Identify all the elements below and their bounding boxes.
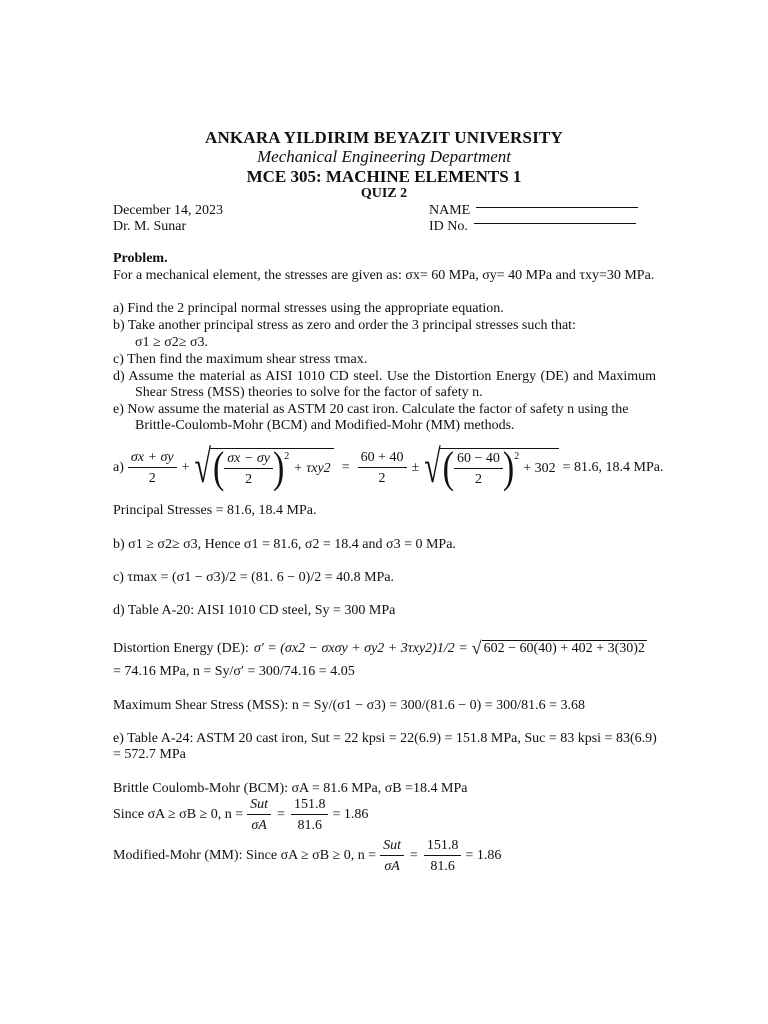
solution-e: e) Table A-24: ASTM 20 cast iron, Sut = 22 kpsi = 22(6.9) = 151.8 MPa, Suc = 83 kpsi = 83(6.9) = 572.7 MPa xyxy=(113,731,657,762)
id-line xyxy=(474,223,636,224)
mm-equation: Modified-Mohr (MM): Since σA ≥ σB ≥ 0, n = $\frac{\text{Sut}}{\sigma A}$ = $\frac{151.8}{81.6}$ = 1.86 xyxy=(113,838,502,874)
bcm-frac-num: 151.8 xyxy=(291,797,329,815)
de-formula: σ′ = (σx2 − σxσy + σy2 + 3τxy2)1/2 = xyxy=(253,640,468,656)
bcm-frac-symbolic xyxy=(247,797,271,833)
sqrt-numeric: √ ( $\frac{60 - 40}{2}$ ) 2 + 302 xyxy=(424,448,558,487)
solution-c: c) τmax = (σ1 − σ3)/2 = (81. 6 − 0)/2 = 40.8 MPa. xyxy=(113,570,395,585)
de-equation xyxy=(113,638,647,659)
bcm-frac-sut: Sut xyxy=(247,797,271,815)
bcm-statement: Brittle Coulomb-Mohr (BCM): σA = 81.6 MPa, σB =18.4 MPa xyxy=(113,781,468,796)
mm-frac-symbolic xyxy=(380,838,404,874)
id-label: ID No. xyxy=(429,219,468,234)
item-e: e) Now assume the material as ASTM 20 cast iron. Calculate the factor of safety n using the Brittle-Coulomb-Mohr (BCM) and Modified-Mohr (MM) methods. xyxy=(113,402,629,433)
tau-term: + τxy2 xyxy=(293,461,331,476)
item-b-order: σ1 ≥ σ2≥ σ3. xyxy=(135,335,209,350)
plus-sign: + xyxy=(181,459,190,475)
frac-avg-symbolic xyxy=(128,450,177,486)
instructor: Dr. M. Sunar xyxy=(113,219,187,234)
university-title: ANKARA YILDIRIM BEYAZIT UNIVERSITY xyxy=(204,128,564,147)
mm-label: Modified-Mohr (MM): Since σA ≥ σB ≥ 0, n = xyxy=(113,848,377,863)
frac-diff-symbolic-den: 2 xyxy=(245,472,253,487)
mss-result: Maximum Shear Stress (MSS): n = Sy/(σ1 − σ3) = 300/(81.6 − 0) = 300/81.6 = 3.68 xyxy=(113,698,585,713)
problem-title: Problem. xyxy=(113,251,168,266)
de-numeric: 602 − 60(40) + 402 + 3(30)2 xyxy=(483,641,645,656)
name-label: NAME xyxy=(429,203,471,218)
frac-avg-numeric-den: 2 xyxy=(378,470,386,486)
mm-frac-numeric xyxy=(424,838,462,874)
de-result: = 74.16 MPa, n = Sy/σ′ = 300/74.16 = 4.05 xyxy=(113,664,355,679)
radical-symbol: √ xyxy=(194,441,211,493)
bcm-frac-sa: σA xyxy=(251,818,267,833)
solution-d: d) Table A-20: AISI 1010 CD steel, Sy = 300 MPa xyxy=(113,603,396,618)
frac-diff-numeric-den: 2 xyxy=(474,472,482,487)
a-result: = 81.6, 18.4 MPa. xyxy=(562,459,664,475)
problem-intro: For a mechanical element, the stresses are given as: σx= 60 MPa, σy= 40 MPa and τxy=30 MPa. xyxy=(113,268,655,283)
mm-frac-sut: Sut xyxy=(380,838,404,856)
thirty-squared: + 302 xyxy=(523,461,556,476)
frac-diff-numeric-num: 60 − 40 xyxy=(454,451,503,469)
bcm-frac-numeric xyxy=(291,797,329,833)
bcm-equation: Since σA ≥ σB ≥ 0, n = $\frac{\text{Sut}}{\sigma A}$ = $\frac{151.8}{81.6}$ = 1.86 xyxy=(113,797,369,833)
mm-frac-den: 81.6 xyxy=(430,859,455,874)
item-a: a) Find the 2 principal normal stresses using the appropriate equation. xyxy=(113,301,504,316)
course-title: MCE 305: MACHINE ELEMENTS 1 xyxy=(246,167,522,186)
mm-frac-num: 151.8 xyxy=(424,838,462,856)
bcm-frac-den: 81.6 xyxy=(297,818,322,833)
mm-frac-sa: σA xyxy=(384,859,400,874)
radical-symbol: √ xyxy=(471,638,482,658)
quiz-title: QUIZ 2 xyxy=(360,186,408,201)
sqrt-symbolic: √ ( $\frac{\sigma x - \sigma y}{2}$ ) 2 + τxy2 xyxy=(194,448,333,487)
de-label: Distortion Energy (DE): xyxy=(113,640,249,656)
name-line xyxy=(476,207,638,208)
de-sqrt xyxy=(472,638,647,659)
frac-avg-numeric xyxy=(358,450,407,486)
frac-diff-symbolic-num: σx − σy xyxy=(224,451,273,469)
equation-a xyxy=(113,441,664,493)
plus-minus-sign: ± xyxy=(411,459,420,475)
item-d: d) Assume the material as AISI 1010 CD steel. Use the Distortion Energy (DE) and Maximum Shear Stress (MSS) theories to solve for the factor of safety n. xyxy=(113,369,656,400)
since-bcm: Since σA ≥ σB ≥ 0, n = xyxy=(113,807,244,822)
solution-b: b) σ1 ≥ σ2≥ σ3, Hence σ1 = 81.6, σ2 = 18.4 and σ3 = 0 MPa. xyxy=(113,537,456,552)
principal-stresses: Principal Stresses = 81.6, 18.4 MPa. xyxy=(113,503,317,518)
frac-avg-symbolic-den: 2 xyxy=(148,470,156,486)
department-title: Mechanical Engineering Department xyxy=(257,147,511,166)
frac-avg-numeric-num: 60 + 40 xyxy=(358,450,407,468)
frac-avg-symbolic-num: σx + σy xyxy=(128,450,177,468)
item-b: b) Take another principal stress as zero and order the 3 principal stresses such that: xyxy=(113,318,576,333)
equals-sign: = xyxy=(341,459,350,475)
mm-result: = 1.86 xyxy=(465,848,502,863)
a-label: a) xyxy=(113,459,124,475)
name-field[interactable] xyxy=(429,203,638,219)
quiz-date: December 14, 2023 xyxy=(113,203,224,218)
radical-symbol: √ xyxy=(424,441,441,493)
id-field[interactable] xyxy=(429,219,636,235)
bcm-result: = 1.86 xyxy=(332,807,369,822)
item-c: c) Then find the maximum shear stress τmax. xyxy=(113,352,368,367)
